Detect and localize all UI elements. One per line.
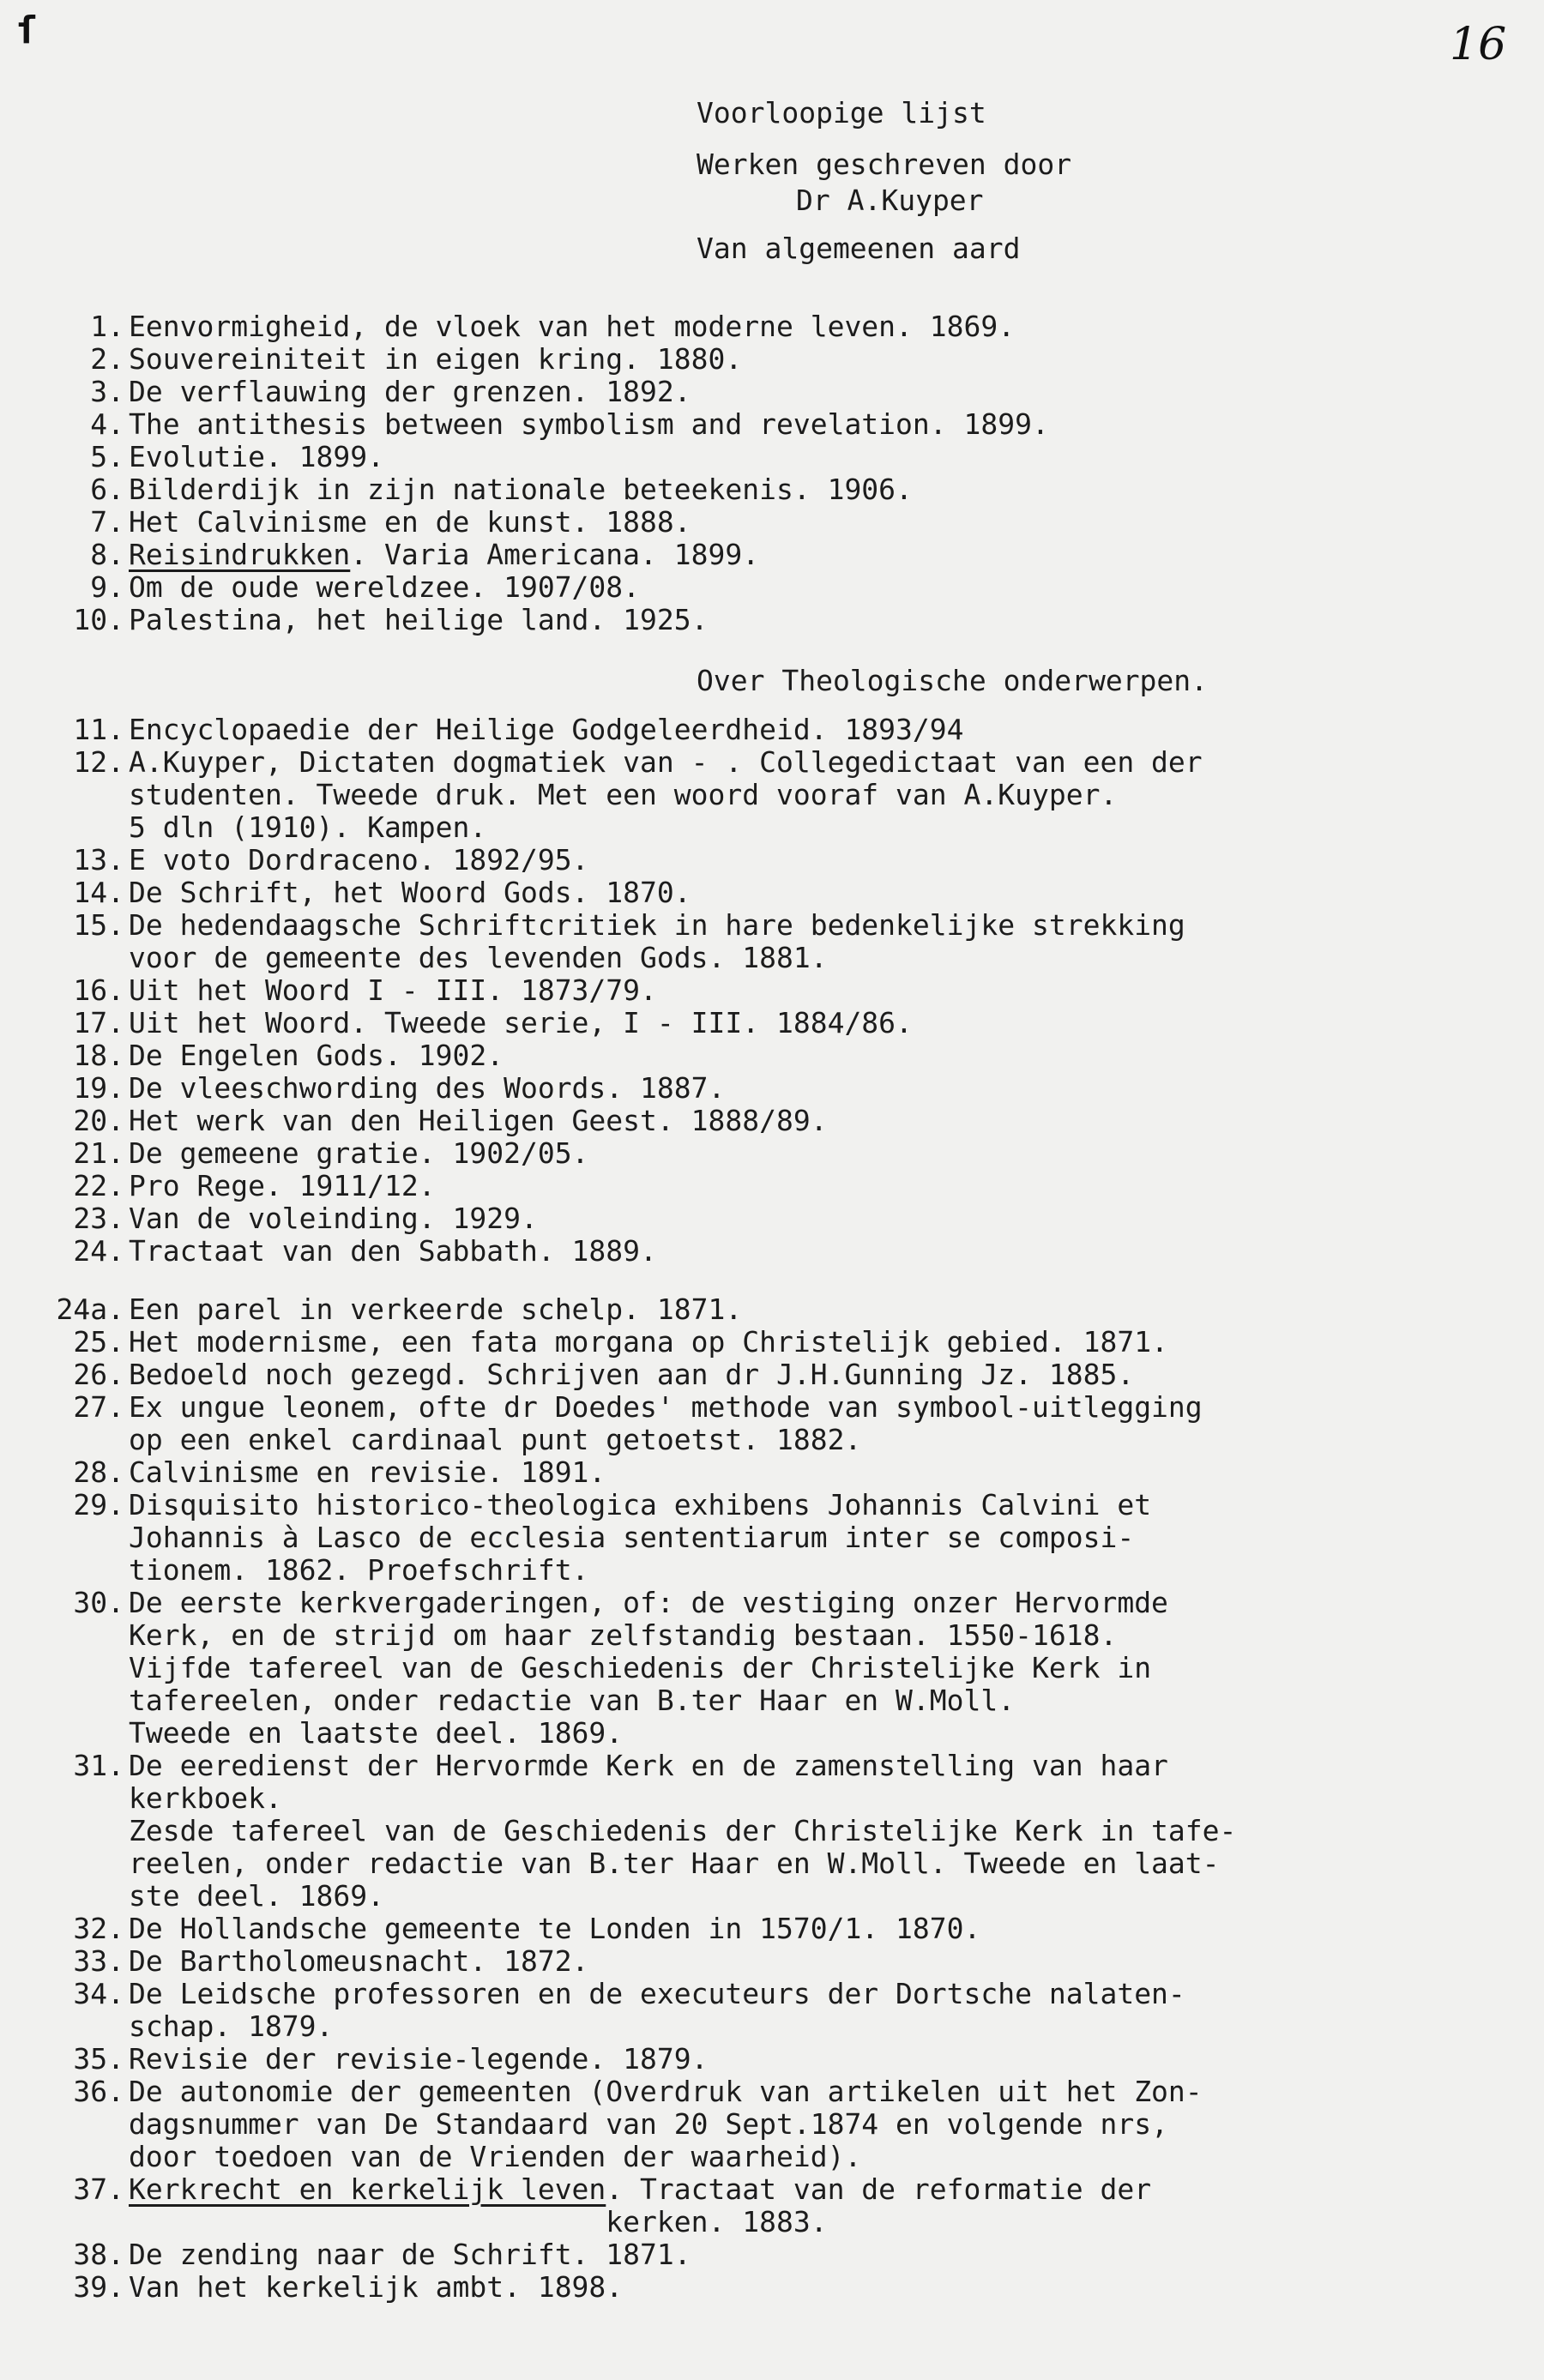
item-text-line: De Hollandsche gemeente te Londen in 1570/1. 1870.	[129, 1912, 981, 1945]
item-number: 8.	[90, 538, 124, 571]
item-text-line: Eenvormigheid, de vloek van het moderne leven. 1869.	[129, 310, 1016, 343]
item-text-line: De gemeene gratie. 1902/05.	[129, 1136, 589, 1170]
item-text-line: De zending naar de Schrift. 1871.	[129, 2238, 691, 2271]
item-text-line: De verflauwing der grenzen. 1892.	[129, 375, 691, 408]
page-number: 16	[1450, 19, 1507, 70]
item-number: 30.	[73, 1586, 124, 1619]
item-number: 27.	[73, 1390, 124, 1424]
item-text-line: Vijfde tafereel van de Geschiedenis der Christelijke Kerk in	[129, 1651, 1152, 1684]
item-text-line: Souvereiniteit in eigen kring. 1880.	[129, 342, 743, 376]
item-text-line: Ex ungue leonem, ofte dr Doedes' methode van symbool-uitlegging	[129, 1390, 1203, 1424]
item-number: 5.	[90, 440, 124, 473]
item-text-line: De Schrift, het Woord Gods. 1870.	[129, 876, 691, 909]
item-text-line: op een enkel cardinaal punt getoetst. 1882.	[129, 1423, 862, 1456]
item-text-line: Johannis à Lasco de ecclesia sententiarum inter se composi-	[129, 1521, 1135, 1554]
item-text-line: De Leidsche professoren en de executeurs der Dortsche nalaten-	[129, 1977, 1185, 2010]
item-number: 22.	[73, 1169, 124, 1202]
item-number: 21.	[73, 1136, 124, 1170]
item-text-line: schap. 1879.	[129, 2009, 334, 2043]
header-line-4: Van algemeenen aard	[697, 232, 1021, 265]
item-number: 39.	[73, 2270, 124, 2304]
item-number: 15.	[73, 908, 124, 942]
item-text-line: De hedendaagsche Schriftcritiek in hare bedenkelijke strekking	[129, 908, 1185, 942]
item-number: 4.	[90, 407, 124, 441]
item-text-line: Van de voleinding. 1929.	[129, 1202, 538, 1235]
item-text-line: De autonomie der gemeenten (Overdruk van artikelen uit het Zon-	[129, 2075, 1203, 2108]
item-text-line: Pro Rege. 1911/12.	[129, 1169, 436, 1202]
header-line-3: Dr A.Kuyper	[796, 184, 984, 217]
item-number: 11.	[73, 713, 124, 746]
item-text-line: dagsnummer van De Standaard van 20 Sept.1874 en volgende nrs,	[129, 2107, 1168, 2141]
item-number: 33.	[73, 1944, 124, 1978]
corner-mark: ſ	[15, 9, 39, 52]
item-number: 17.	[73, 1006, 124, 1039]
item-number: 3.	[90, 375, 124, 408]
item-text-line: Calvinisme en revisie. 1891.	[129, 1455, 606, 1489]
item-text-line: The antithesis between symbolism and revelation. 1899.	[129, 407, 1049, 441]
item-number: 20.	[73, 1104, 124, 1137]
item-number: 19.	[73, 1071, 124, 1105]
item-number: 25.	[73, 1325, 124, 1359]
item-number: 26.	[73, 1358, 124, 1391]
item-number: 34.	[73, 1977, 124, 2010]
item-text-line: Tweede en laatste deel. 1869.	[129, 1716, 624, 1750]
item-text-line: Het modernisme, een fata morgana op Christelijk gebied. 1871.	[129, 1325, 1168, 1359]
item-number: 1.	[90, 310, 124, 343]
item-number: 24a.	[56, 1292, 124, 1326]
item-number: 35.	[73, 2042, 124, 2076]
item-text-line: voor de gemeente des levenden Gods. 1881.	[129, 941, 828, 974]
item-number: 2.	[90, 342, 124, 376]
underlined-title: Kerkrecht en kerkelijk leven	[129, 2172, 606, 2206]
item-text-line: kerken. 1883.	[129, 2205, 828, 2238]
item-number: 38.	[73, 2238, 124, 2271]
item-number: 37.	[73, 2172, 124, 2206]
item-text-line: Bedoeld noch gezegd. Schrijven aan dr J.H.Gunning Jz. 1885.	[129, 1358, 1135, 1391]
item-text-line: 5 dln (1910). Kampen.	[129, 810, 487, 844]
item-text-line: Uit het Woord I - III. 1873/79.	[129, 973, 657, 1007]
item-number: 23.	[73, 1202, 124, 1235]
item-text-line: De eeredienst der Hervormde Kerk en de zamenstelling van haar	[129, 1749, 1168, 1782]
item-text-line: De vleeschwording des Woords. 1887.	[129, 1071, 726, 1105]
underlined-title: Reisindrukken	[129, 538, 351, 571]
item-text-line: Palestina, het heilige land. 1925.	[129, 603, 709, 636]
item-number: 7.	[90, 505, 124, 539]
item-text-line: Uit het Woord. Tweede serie, I - III. 1884/86.	[129, 1006, 913, 1039]
header-line-1: Voorloopige lijst	[697, 96, 986, 130]
item-text-line: ste deel. 1869.	[129, 1879, 385, 1913]
item-text-line: De eerste kerkvergaderingen, of: de vestiging onzer Hervormde	[129, 1586, 1168, 1619]
item-number: 6.	[90, 473, 124, 506]
item-text-line: De Bartholomeusnacht. 1872.	[129, 1944, 589, 1978]
item-text-line: Een parel in verkeerde schelp. 1871.	[129, 1292, 743, 1326]
item-text-line: A.Kuyper, Dictaten dogmatiek van - . Collegedictaat van een der	[129, 745, 1203, 779]
item-text-line: tafereelen, onder redactie van B.ter Haar en W.Moll.	[129, 1684, 1016, 1717]
section-heading-theology: Over Theologische onderwerpen.	[697, 664, 1209, 697]
header-line-2: Werken geschreven door	[697, 148, 1072, 181]
item-text-line: Het werk van den Heiligen Geest. 1888/89.	[129, 1104, 828, 1137]
item-number: 24.	[73, 1234, 124, 1268]
item-text-line: Revisie der revisie-legende. 1879.	[129, 2042, 709, 2076]
item-number: 18.	[73, 1039, 124, 1072]
item-number: 13.	[73, 843, 124, 877]
item-text-line: Zesde tafereel van de Geschiedenis der Christelijke Kerk in tafe-	[129, 1814, 1237, 1847]
item-text-line: Van het kerkelijk ambt. 1898.	[129, 2270, 624, 2304]
item-number: 28.	[73, 1455, 124, 1489]
item-text-line: Evolutie. 1899.	[129, 440, 385, 473]
item-number: 10.	[73, 603, 124, 636]
item-text-line: kerkboek.	[129, 1781, 282, 1815]
item-number: 31.	[73, 1749, 124, 1782]
item-text-line: reelen, onder redactie van B.ter Haar en W.Moll. Tweede en laat-	[129, 1847, 1220, 1880]
item-text-line: E voto Dordraceno. 1892/95.	[129, 843, 589, 877]
item-text-line: Kerk, en de strijd om haar zelfstandig bestaan. 1550-1618.	[129, 1618, 1118, 1652]
item-text-line: Het Calvinisme en de kunst. 1888.	[129, 505, 691, 539]
item-text-line	[129, 539, 759, 571]
item-number: 29.	[73, 1488, 124, 1521]
item-text-line: Encyclopaedie der Heilige Godgeleerdheid. 1893/94	[129, 713, 964, 746]
item-number: 36.	[73, 2075, 124, 2108]
item-text-line: Disquisito historico-theologica exhibens Johannis Calvini et	[129, 1488, 1152, 1521]
item-text: . Tractaat van de reformatie der	[606, 2172, 1152, 2206]
item-text-line: Om de oude wereldzee. 1907/08.	[129, 570, 641, 604]
item-text-line	[129, 2173, 1151, 2206]
item-number: 16.	[73, 973, 124, 1007]
item-number: 12.	[73, 745, 124, 779]
item-number: 32.	[73, 1912, 124, 1945]
item-text-line: door toedoen van de Vrienden der waarheid).	[129, 2140, 862, 2173]
item-text-line: Bilderdijk in zijn nationale beteekenis. 1906.	[129, 473, 913, 506]
item-text-line: De Engelen Gods. 1902.	[129, 1039, 504, 1072]
item-text: . Varia Americana. 1899.	[350, 538, 760, 571]
item-number: 9.	[90, 570, 124, 604]
item-text-line: tionem. 1862. Proefschrift.	[129, 1553, 589, 1587]
item-number: 14.	[73, 876, 124, 909]
item-text-line: studenten. Tweede druk. Met een woord vooraf van A.Kuyper.	[129, 778, 1118, 811]
item-text-line: Tractaat van den Sabbath. 1889.	[129, 1234, 657, 1268]
